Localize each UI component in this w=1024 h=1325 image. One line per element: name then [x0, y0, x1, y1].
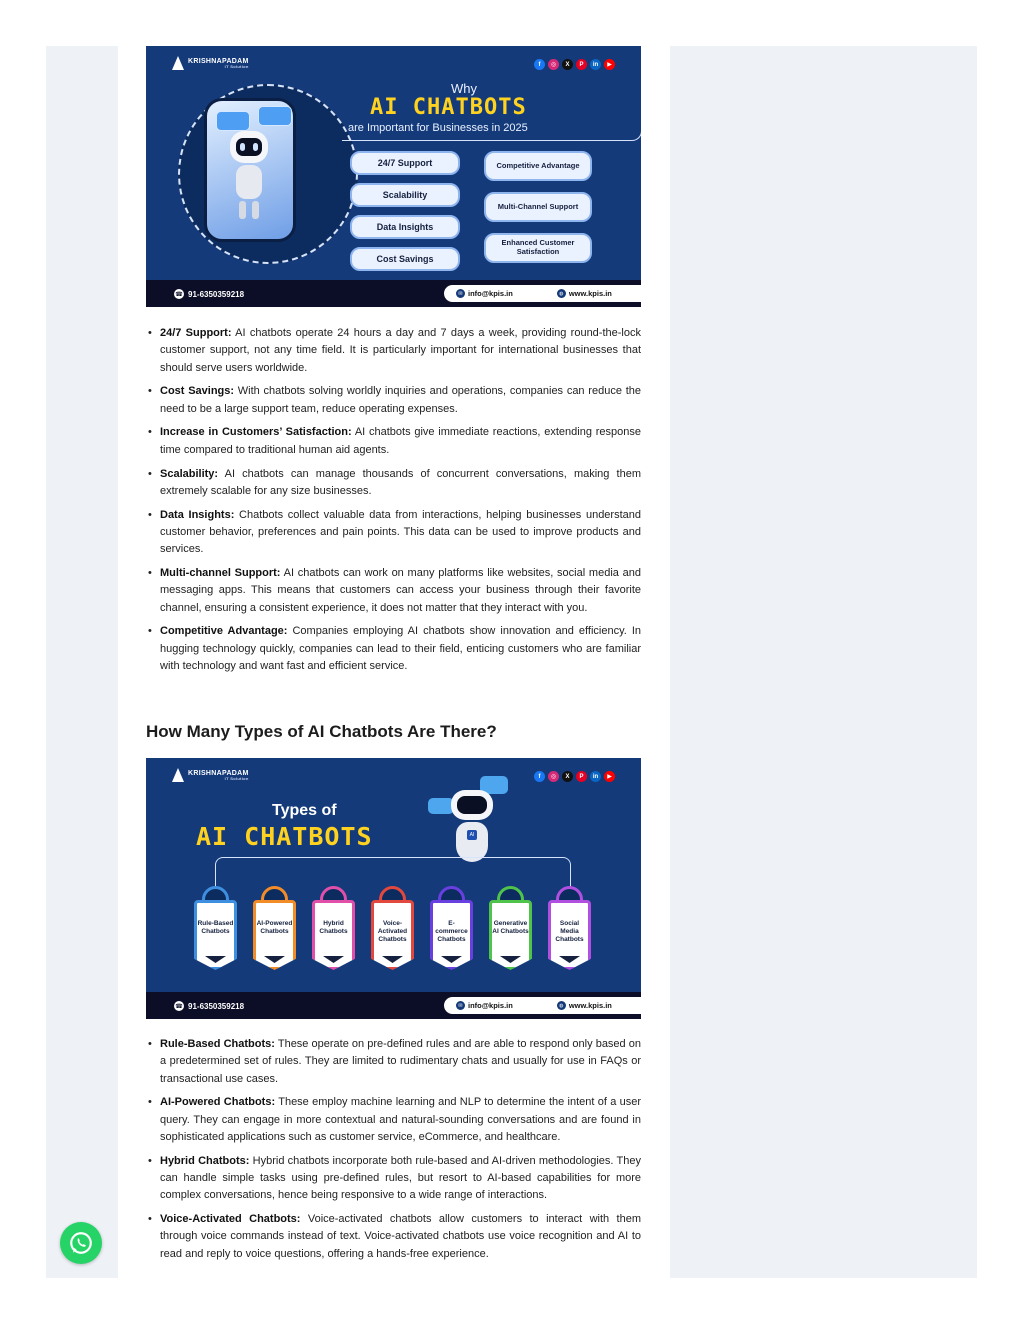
section-heading: How Many Types of AI Chatbots Are There?	[146, 722, 497, 741]
instagram-icon[interactable]: ◎	[548, 59, 559, 70]
contact-pill	[444, 285, 641, 302]
phone-number: 91-6350359218	[188, 1001, 245, 1011]
logo-mark-icon	[172, 56, 184, 70]
email-icon: ✉	[456, 289, 465, 298]
chatbot-types-list	[146, 1036, 641, 1270]
list-item: • Hybrid Chatbots: Hybrid chatbots incorporate both rule-based and AI-driven methodologies. They can handle simple tasks using pre-defined rules, but resort to AI-based capabilities for more complex conversations, hence being responsive to a wide range of interactions.	[146, 1153, 641, 1205]
pill-cost-savings: Cost Savings	[350, 247, 460, 271]
logo-mark-icon	[172, 768, 184, 782]
email-address: info@kpis.in	[468, 289, 513, 298]
banner-subtitle: are Important for Businesses in 2025	[348, 122, 528, 134]
x-icon[interactable]: X	[562, 771, 573, 782]
list-item: • Multi-channel Support: AI chatbots can work on many platforms like websites, social media and messaging apps. This means that customers can access your business through their favorite channel, ensuring a consistent experience, it does not matter that they interact with you.	[146, 565, 641, 617]
brand-tagline: IT Solution	[224, 63, 249, 69]
youtube-icon[interactable]: ▶	[604, 59, 615, 70]
email-contact	[456, 289, 513, 298]
website-contact	[557, 1001, 612, 1010]
brand-tagline: IT Solution	[224, 775, 249, 781]
whatsapp-button[interactable]	[60, 1222, 102, 1264]
banner-title: AI CHATBOTS	[196, 822, 373, 851]
branch-connector	[215, 857, 571, 887]
list-item: • Voice-Activated Chatbots: Voice-activated chatbots allow customers to interact with them through voice commands instead of text. Voice-activated chatbots use voice recognition and AI to read and reply to voice questions, offering a hands-free experience.	[146, 1211, 641, 1263]
types-of-ai-chatbots-banner	[146, 758, 641, 1019]
list-item: • Rule-Based Chatbots: These operate on pre-defined rules and are able to respond only based on a predetermined set of rules. They are limited to rudimentary chats and usually for use in FAQs or transactional use cases.	[146, 1036, 641, 1088]
list-item: • Competitive Advantage: Companies employing AI chatbots show innovation and efficiency. In hugging technology quickly, companies can lead to their field, enticing customers who are familiar with technology and want fast and efficient service.	[146, 623, 641, 675]
pill-247-support: 24/7 Support	[350, 151, 460, 175]
robot-ai-badge: AI	[467, 830, 477, 840]
list-item: • 24/7 Support: AI chatbots operate 24 hours a day and 7 days a week, providing round-the-lock customer support, not any time field. It is particularly important for international businesses that should serve users worldwide.	[146, 325, 641, 377]
pill-scalability: Scalability	[350, 183, 460, 207]
x-icon[interactable]: X	[562, 59, 573, 70]
benefits-list	[146, 325, 641, 682]
pinterest-icon[interactable]: P	[576, 771, 587, 782]
banner-types-of-text: Types of	[272, 802, 337, 819]
type-card-ai-powered: AI-Powered Chatbots	[253, 886, 296, 972]
list-item: • Increase in Customers’ Satisfaction: AI chatbots give immediate reactions, extending response time compared to traditional human aid agents.	[146, 424, 641, 459]
list-item: • AI-Powered Chatbots: These employ machine learning and NLP to determine the intent of a user query. They can engage in more contextual and natural-sounding conversations and are found in sophisticated applications such as customer service, eCommerce, and healthcare.	[146, 1094, 641, 1146]
email-contact	[456, 1001, 513, 1010]
facebook-icon[interactable]: f	[534, 771, 545, 782]
social-icons	[534, 771, 615, 782]
instagram-icon[interactable]: ◎	[548, 771, 559, 782]
pill-competitive-advantage: Competitive Advantage	[484, 151, 592, 181]
social-icons	[534, 59, 615, 70]
pill-data-insights: Data Insights	[350, 215, 460, 239]
email-address: info@kpis.in	[468, 1001, 513, 1010]
chat-bubble-icon	[258, 106, 292, 126]
youtube-icon[interactable]: ▶	[604, 771, 615, 782]
pill-multi-channel-support: Multi-Channel Support	[484, 192, 592, 222]
chat-bubble-icon	[216, 111, 250, 131]
phone-icon: ☎	[174, 289, 184, 299]
brand-name: KRISHNAPADAM	[188, 57, 249, 65]
website-url: www.kpis.in	[568, 1001, 612, 1010]
whatsapp-icon	[68, 1230, 94, 1256]
banner-why-text: Why	[451, 81, 477, 96]
globe-icon: ◍	[557, 1001, 566, 1010]
banner-contact-bar	[146, 280, 641, 307]
contact-pill	[444, 997, 641, 1014]
type-card-ecommerce: E-commerce Chatbots	[430, 886, 473, 972]
phone-contact	[174, 289, 244, 299]
phone-contact	[174, 1001, 244, 1011]
website-url: www.kpis.in	[568, 289, 612, 298]
pinterest-icon[interactable]: P	[576, 59, 587, 70]
phone-icon: ☎	[174, 1001, 184, 1011]
type-card-rule-based: Rule-Based Chatbots	[194, 886, 237, 972]
linkedin-icon[interactable]: in	[590, 59, 601, 70]
brand-logo	[172, 768, 249, 782]
website-contact	[557, 289, 612, 298]
list-item: • Cost Savings: With chatbots solving worldly inquiries and operations, companies can reduce the need to be a large support team, reduce operating expenses.	[146, 383, 641, 418]
brand-name: KRISHNAPADAM	[188, 769, 249, 777]
globe-icon: ◍	[557, 289, 566, 298]
pill-enhanced-customer-satisfaction: Enhanced Customer Satisfaction	[484, 233, 592, 263]
type-card-voice-activated: Voice-Activated Chatbots	[371, 886, 414, 972]
robot-illustration	[226, 131, 272, 221]
linkedin-icon[interactable]: in	[590, 771, 601, 782]
sidebar-column	[670, 46, 977, 1278]
banner-title: AI CHATBOTS	[370, 95, 527, 120]
email-icon: ✉	[456, 1001, 465, 1010]
banner-contact-bar	[146, 992, 641, 1019]
facebook-icon[interactable]: f	[534, 59, 545, 70]
brand-logo	[172, 56, 249, 70]
list-item: • Scalability: AI chatbots can manage thousands of concurrent conversations, making them extremely scalable for any size businesses.	[146, 466, 641, 501]
type-card-social-media: Social Media Chatbots	[548, 886, 591, 972]
type-card-hybrid: Hybrid Chatbots	[312, 886, 355, 972]
list-item: • Data Insights: Chatbots collect valuable data from interactions, helping businesses understand customer behavior, preferences and pain points. This data can be used to improve products and services.	[146, 507, 641, 559]
phone-number: 91-6350359218	[188, 289, 245, 299]
why-ai-chatbots-banner	[146, 46, 641, 307]
type-card-generative-ai: Generative AI Chatbots	[489, 886, 532, 972]
